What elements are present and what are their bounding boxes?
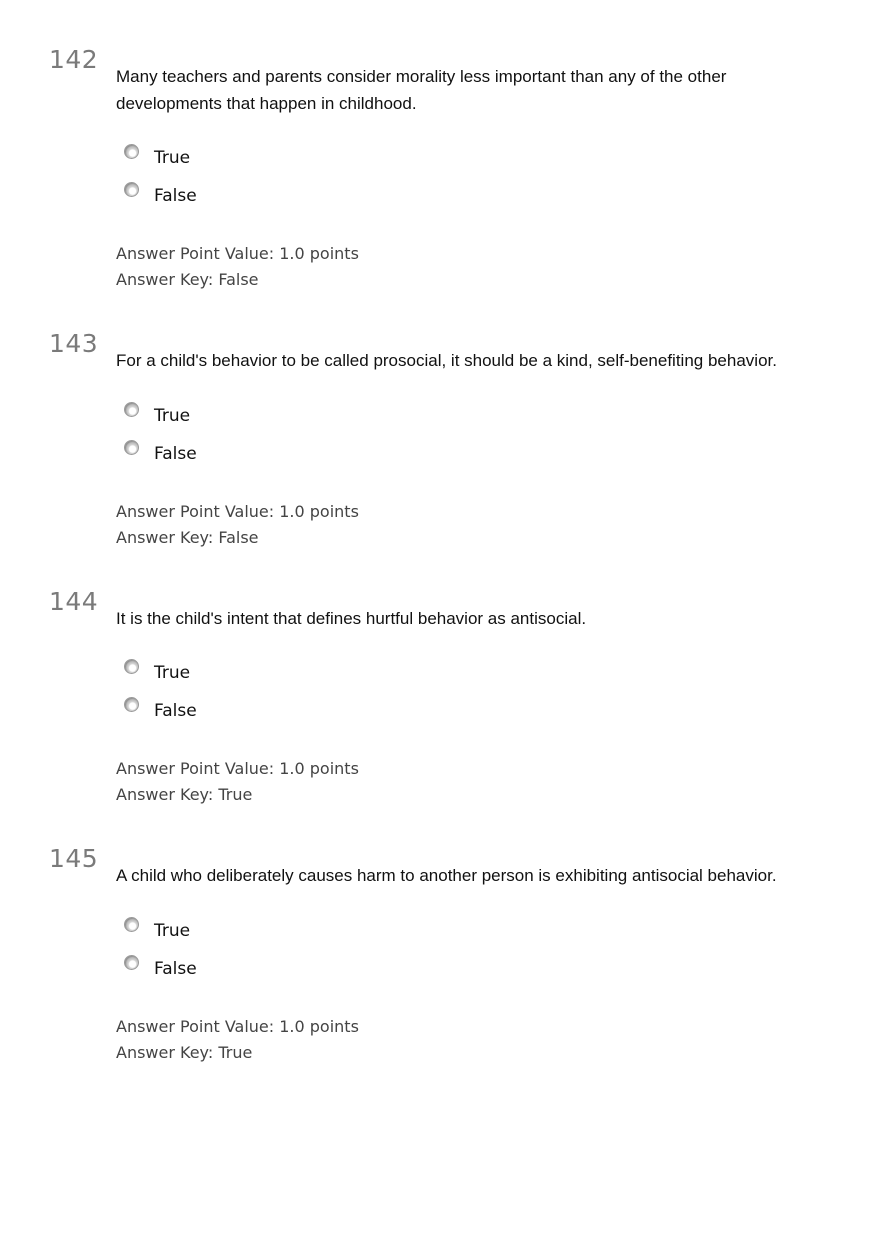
option-true[interactable] — [124, 144, 324, 182]
option-label: True — [154, 406, 191, 426]
option-label: True — [154, 921, 191, 941]
answer-meta — [116, 1014, 359, 1066]
question-text: It is the child's intent that defines hurtful behavior as antisocial. — [116, 609, 587, 628]
point-value: Answer Point Value: 1.0 points — [116, 1017, 359, 1036]
option-label: True — [154, 663, 191, 683]
radio-button[interactable] — [124, 402, 139, 417]
question-number: 143 — [49, 329, 99, 358]
option-label: False — [154, 959, 197, 979]
answer-meta — [116, 499, 359, 551]
answer-meta — [116, 241, 359, 293]
option-false[interactable] — [124, 182, 324, 220]
option-false[interactable] — [124, 697, 324, 735]
answer-key: Answer Key: False — [116, 528, 259, 547]
answer-options — [124, 402, 324, 478]
option-label: False — [154, 701, 197, 721]
answer-options — [124, 144, 324, 220]
question-number: 145 — [49, 844, 99, 873]
option-false[interactable] — [124, 955, 324, 993]
option-true[interactable] — [124, 917, 324, 955]
question-number: 142 — [49, 45, 99, 74]
answer-key: Answer Key: True — [116, 1043, 253, 1062]
question-text: For a child's behavior to be called prosocial, it should be a kind, self-benefiting behavior. — [116, 351, 777, 370]
option-false[interactable] — [124, 440, 324, 478]
radio-button[interactable] — [124, 182, 139, 197]
answer-options — [124, 659, 324, 735]
answer-key: Answer Key: True — [116, 785, 253, 804]
point-value: Answer Point Value: 1.0 points — [116, 759, 359, 778]
question-number: 144 — [49, 587, 99, 616]
question-text: A child who deliberately causes harm to another person is exhibiting antisocial behavior. — [116, 866, 777, 885]
answer-meta — [116, 756, 359, 808]
point-value: Answer Point Value: 1.0 points — [116, 244, 359, 263]
option-label: True — [154, 148, 191, 168]
option-true[interactable] — [124, 659, 324, 697]
option-label: False — [154, 444, 197, 464]
radio-button[interactable] — [124, 440, 139, 455]
option-true[interactable] — [124, 402, 324, 440]
answer-key: Answer Key: False — [116, 270, 259, 289]
radio-button[interactable] — [124, 659, 139, 674]
radio-button[interactable] — [124, 917, 139, 932]
radio-button[interactable] — [124, 955, 139, 970]
question-text: Many teachers and parents consider morality less important than any of the other developments that happen in childhood. — [116, 67, 727, 113]
option-label: False — [154, 186, 197, 206]
answer-options — [124, 917, 324, 993]
point-value: Answer Point Value: 1.0 points — [116, 502, 359, 521]
radio-button[interactable] — [124, 697, 139, 712]
radio-button[interactable] — [124, 144, 139, 159]
